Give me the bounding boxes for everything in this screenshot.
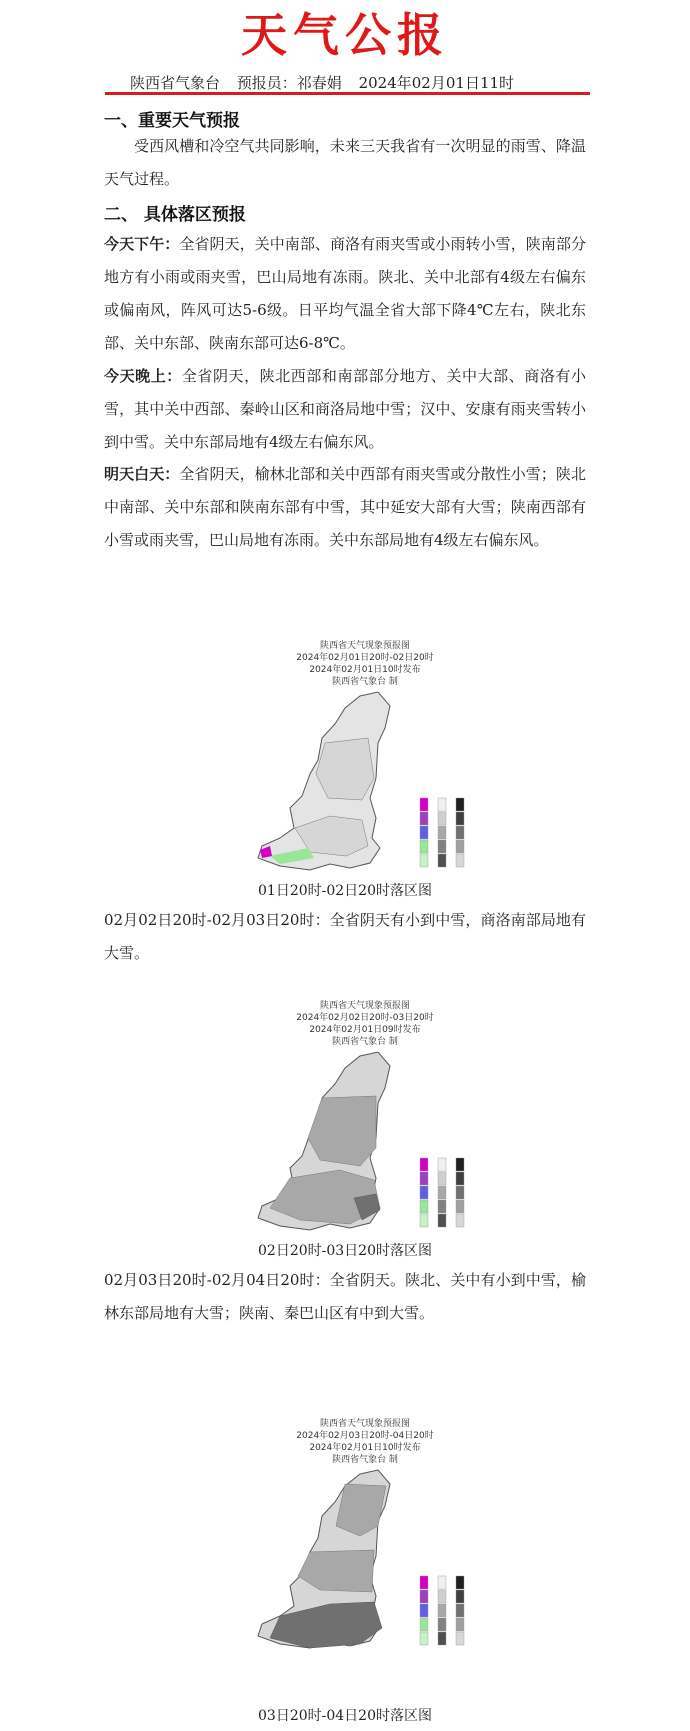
tonight-label: 今天晚上： xyxy=(104,367,182,385)
legend-swatch xyxy=(420,1214,428,1227)
forecast-map-2 xyxy=(250,1000,480,1248)
legend-swatch xyxy=(438,1632,446,1645)
legend-swatch xyxy=(438,840,446,853)
legend-swatch xyxy=(438,1604,446,1617)
section-heading-important: 一、重要天气预报 xyxy=(104,111,240,131)
legend-swatch xyxy=(456,1618,464,1631)
tomorrow-day-paragraph xyxy=(104,458,586,557)
legend-swatch xyxy=(420,1604,428,1617)
legend-swatch xyxy=(420,1200,428,1213)
shaanxi-map xyxy=(250,1048,480,1248)
legend-swatch xyxy=(420,812,428,825)
tomorrow-day-text: 全省阴天，榆林北部和关中西部有雨夹雪或分散性小雪；陕北中南部、关中东部和陕南东部有中雪，其中延安大部有大雪；陕南西部有小雪或雨夹雪，巴山局地有冻雨。关中东部局地有4级左右偏东风。 xyxy=(104,465,586,549)
map-legend xyxy=(420,1576,464,1645)
snow-area xyxy=(316,738,374,800)
legend-swatch xyxy=(438,1214,446,1227)
forecast-map-3 xyxy=(250,1418,480,1666)
title-rule xyxy=(105,92,590,95)
shaanxi-map xyxy=(250,688,480,888)
issuer-line xyxy=(130,72,526,93)
map-caption-1: 01日20时-02日20时落区图 xyxy=(258,883,432,899)
legend-swatch xyxy=(420,1186,428,1199)
map-maker: 陕西省气象台 制 xyxy=(332,1455,398,1465)
legend-swatch xyxy=(438,854,446,867)
legend-swatch xyxy=(420,1590,428,1603)
legend-swatch xyxy=(456,1172,464,1185)
map-issued: 2024年02月01日10时发布 xyxy=(309,1443,421,1453)
tomorrow-day-label: 明天白天： xyxy=(104,465,180,483)
map-issued: 2024年02月01日10时发布 xyxy=(309,665,421,675)
legend-swatch xyxy=(438,826,446,839)
shaanxi-map xyxy=(250,1466,480,1666)
forecaster-name: 预报员：祁春娟 xyxy=(236,74,342,92)
legend-swatch xyxy=(438,1576,446,1589)
map-range: 2024年02月01日20时-02日20时 xyxy=(296,653,434,663)
section-heading-areas: 二、 具体落区预报 xyxy=(104,205,246,225)
legend-swatch xyxy=(438,1186,446,1199)
map-maker: 陕西省气象台 制 xyxy=(332,1037,398,1047)
legend-swatch xyxy=(420,798,428,811)
legend-swatch xyxy=(420,826,428,839)
map-title: 陕西省天气现象预报图 xyxy=(319,1419,410,1429)
map-caption-3: 03日20时-04日20时落区图 xyxy=(258,1708,432,1724)
legend-swatch xyxy=(456,798,464,811)
forecast-map-1 xyxy=(250,640,480,888)
map-title: 陕西省天气现象预报图 xyxy=(319,1001,410,1011)
legend-swatch xyxy=(456,826,464,839)
period-3-paragraph: 02月03日20时-02月04日20时：全省阴天。陕北、关中有小到中雪，榆林东部局地有大雪；陕南、秦巴山区有中到大雪。 xyxy=(104,1271,586,1322)
legend-swatch xyxy=(438,1618,446,1631)
legend-swatch xyxy=(456,1200,464,1213)
map-range: 2024年02月03日20时-04日20时 xyxy=(296,1431,434,1441)
legend-swatch xyxy=(438,1590,446,1603)
summary-paragraph: 受西风槽和冷空气共同影响，未来三天我省有一次明显的雨雪、降温天气过程。 xyxy=(104,137,586,188)
issuer-name: 陕西省气象台 xyxy=(130,74,221,92)
map-legend xyxy=(420,1158,464,1227)
legend-swatch xyxy=(456,1158,464,1171)
legend-swatch xyxy=(438,812,446,825)
legend-swatch xyxy=(420,1576,428,1589)
masthead xyxy=(0,0,690,64)
legend-swatch xyxy=(456,1576,464,1589)
legend-swatch xyxy=(420,1632,428,1645)
today-afternoon-text: 全省阴天，关中南部、商洛有雨夹雪或小雨转小雪，陕南部分地方有小雨或雨夹雪，巴山局地有冻雨。陕北、关中北部有4级左右偏东或偏南风，阵风可达5-6级。日平均气温全省大部下降4℃左右，陕北东部、关中东部、陕南东部可达6-8℃。 xyxy=(104,235,586,352)
tonight-text: 全省阴天，陕北西部和南部部分地方、关中大部、商洛有小雪，其中关中西部、秦岭山区和商洛局地中雪；汉中、安康有雨夹雪转小到中雪。关中东部局地有4级左右偏东风。 xyxy=(104,367,586,451)
legend-swatch xyxy=(456,1604,464,1617)
legend-swatch xyxy=(420,1618,428,1631)
map-range: 2024年02月02日20时-03日20时 xyxy=(296,1013,434,1023)
legend-swatch xyxy=(420,1172,428,1185)
map-caption-2: 02日20时-03日20时落区图 xyxy=(258,1243,432,1259)
legend-swatch xyxy=(420,854,428,867)
map-title: 陕西省天气现象预报图 xyxy=(319,641,410,651)
legend-swatch xyxy=(438,1200,446,1213)
legend-swatch xyxy=(456,1632,464,1645)
legend-swatch xyxy=(456,854,464,867)
snow-area xyxy=(308,1096,376,1166)
legend-swatch xyxy=(456,812,464,825)
legend-swatch xyxy=(438,798,446,811)
map-legend xyxy=(420,798,464,867)
bulletin-title: 天气公报 xyxy=(241,8,449,62)
period-2-paragraph: 02月02日20时-02月03日20时：全省阴天有小到中雪，商洛南部局地有大雪。 xyxy=(104,911,586,962)
legend-swatch xyxy=(456,1186,464,1199)
issue-datetime: 2024年02月01日11时 xyxy=(358,74,515,92)
legend-swatch xyxy=(456,1214,464,1227)
legend-swatch xyxy=(438,1172,446,1185)
today-afternoon-paragraph xyxy=(104,228,586,360)
tonight-paragraph xyxy=(104,360,586,459)
snow-area xyxy=(336,1484,386,1536)
legend-swatch xyxy=(420,1158,428,1171)
legend-swatch xyxy=(456,840,464,853)
legend-swatch xyxy=(438,1158,446,1171)
map-maker: 陕西省气象台 制 xyxy=(332,677,398,687)
legend-swatch xyxy=(456,1590,464,1603)
map-issued: 2024年02月01日09时发布 xyxy=(309,1025,421,1035)
today-afternoon-label: 今天下午： xyxy=(104,235,180,253)
legend-swatch xyxy=(420,840,428,853)
